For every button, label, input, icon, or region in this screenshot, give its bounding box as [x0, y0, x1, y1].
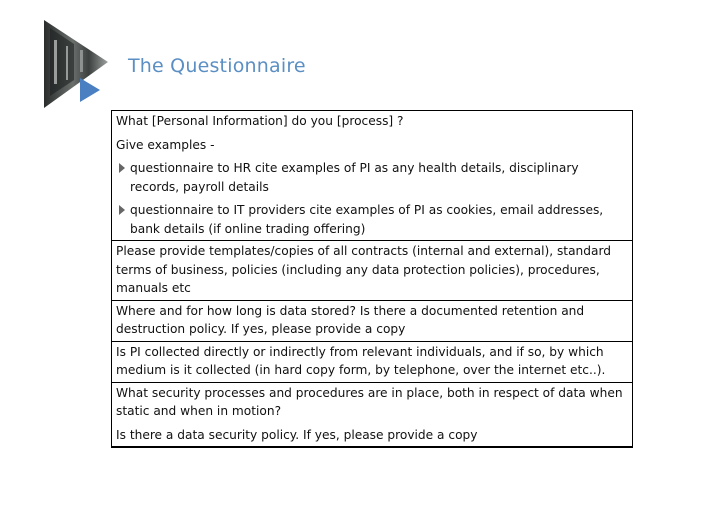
questionnaire-table — [111, 110, 633, 448]
bullet-text: questionnaire to HR cite examples of PI as any health details, disciplinary records, payroll details — [130, 161, 579, 194]
slide-title: The Questionnaire — [128, 55, 306, 77]
question-row-collection — [112, 341, 632, 382]
bullet-arrow-icon — [119, 163, 125, 173]
question-text: What [Personal Information] do you [process] ? — [116, 114, 404, 128]
question-row-templates — [112, 240, 632, 300]
question-row-security — [112, 382, 632, 447]
server-room-logo — [44, 20, 124, 108]
question-text: Where and for how long is data stored? Is there a documented retention and destruction policy. If yes, please provide a copy — [116, 303, 585, 336]
question-text: Is PI collected directly or indirectly from relevant individuals, and if so, by which medium is it collected (in hard copy form, by telephone, over the internet etc..). — [116, 344, 606, 377]
bullet-item-hr — [116, 159, 628, 196]
question-row-data-storage — [112, 300, 632, 341]
examples-prompt: Give examples - — [116, 137, 215, 152]
bullet-text: questionnaire to IT providers cite examples of PI as cookies, email addresses, bank details (if online trading offering) — [130, 203, 604, 236]
followup-text: Is there a data security policy. If yes, please provide a copy — [116, 427, 478, 442]
question-text: What security processes and procedures are in place, both in respect of data when static and when in motion? — [116, 385, 623, 418]
bullet-arrow-icon — [119, 205, 125, 215]
question-text: Please provide templates/copies of all contracts (internal and external), standard terms of business, policies (including any data protection policies), procedures, manuals etc — [116, 244, 612, 295]
question-row-personal-information — [112, 111, 632, 240]
bullet-item-it — [116, 201, 628, 238]
